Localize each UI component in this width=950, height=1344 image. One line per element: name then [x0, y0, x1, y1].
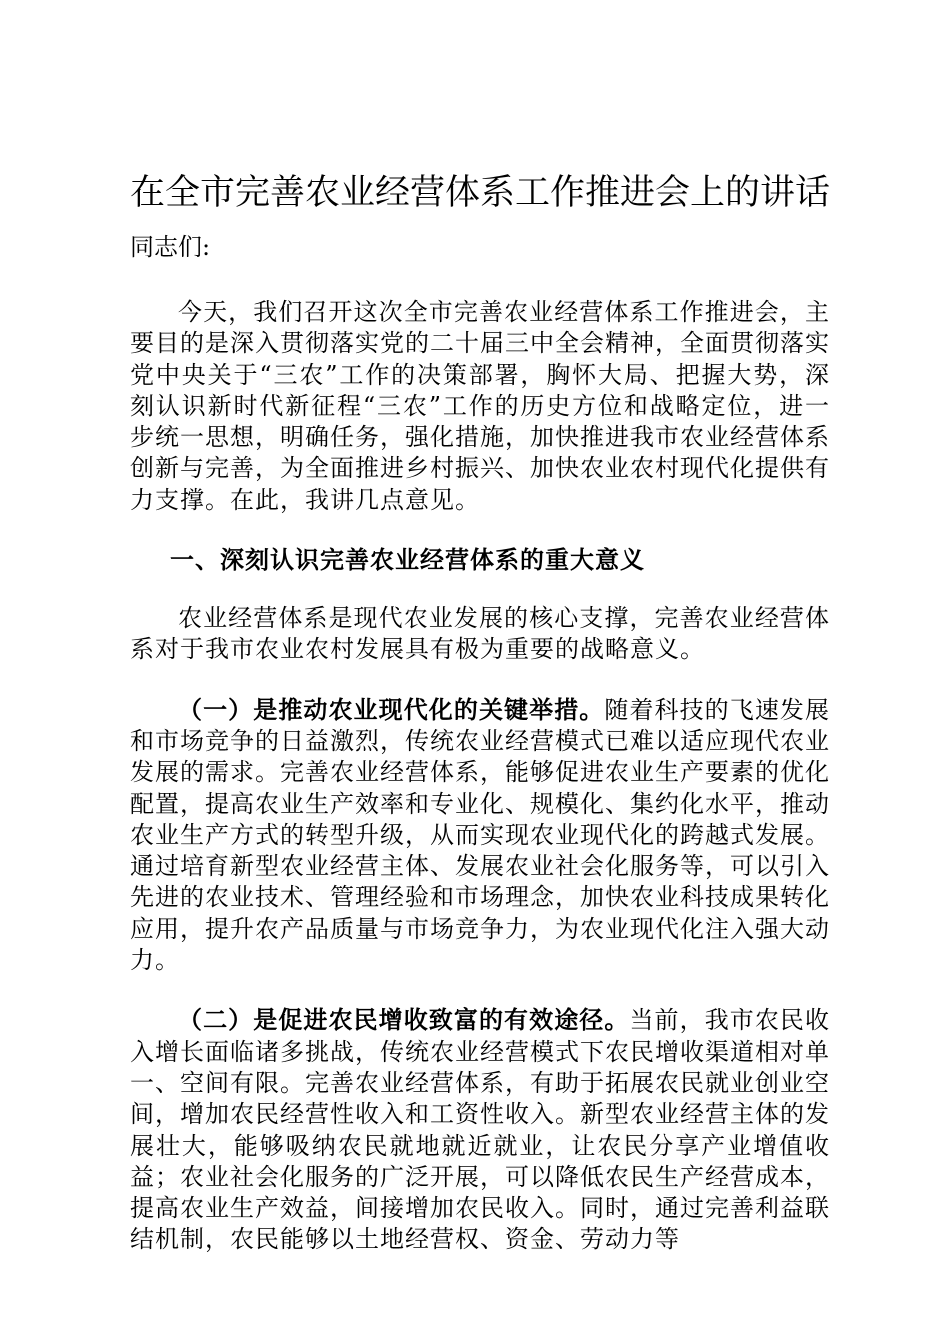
point-2-body: 当前，我市农民收入增长面临诸多挑战，传统农业经营模式下农民增收渠道相对单一、空间有限。完善农业经营体系，有助于拓展农民就业创业空间，增加农民经营性收入和工资性收入。新型农业经营主体的发展壮大，能够吸纳农民就地就近就业，让农民分享产业增值收益；农业社会化服务的广泛开展，可以降低农民生产经营成本，提高农业生产效益，间接增加农民收入。同时，通过完善利益联结机制，农民能够以土地经营权、资金、劳动力等 [130, 1006, 831, 1254]
point-1-title: （一）是推动农业现代化的关键举措。 [178, 694, 605, 724]
point-2-paragraph [130, 1004, 830, 1255]
section-lead-paragraph: 农业经营体系是现代农业发展的核心支撑，完善农业经营体系对于我市农业农村发展具有极为重要的战略意义。 [130, 604, 830, 664]
point-1-paragraph [130, 694, 830, 977]
salutation: 同志们: [130, 233, 211, 261]
section-heading: 一、深刻认识完善农业经营体系的重大意义 [170, 545, 645, 575]
document-title: 在全市完善农业经营体系工作推进会上的讲话 [130, 173, 831, 213]
point-1-body: 随着科技的飞速发展和市场竞争的日益激烈，传统农业经营模式已难以适应现代农业发展的需求。完善农业经营体系，能够促进农业生产要素的优化配置，提高农业生产效率和专业化、规模化、集约化水平，推动农业生产方式的转型升级，从而实现农业现代化的跨越式发展。通过培育新型农业经营主体、发展农业社会化服务等，可以引入先进的农业技术、管理经验和市场理念，加快农业科技成果转化应用，提升农产品质量与市场竞争力，为农业现代化注入强大动力。 [130, 695, 830, 975]
document-body [130, 168, 830, 1256]
point-2-title: （二）是促进农民增收致富的有效途径。 [178, 1005, 630, 1035]
intro-paragraph: 今天，我们召开这次全市完善农业经营体系工作推进会，主要目的是深入贯彻落实党的二十届三中全会精神，全面贯彻落实党中央关于“三农”工作的决策部署，胸怀大局、把握大势，深刻认识新时代新征程“三农”工作的历史方位和战略定位，进一步统一思想，明确任务，强化措施，加快推进我市农业经营体系创新与完善，为全面推进乡村振兴、加快农业农村现代化提供有力支撑。在此，我讲几点意见。 [130, 298, 830, 514]
